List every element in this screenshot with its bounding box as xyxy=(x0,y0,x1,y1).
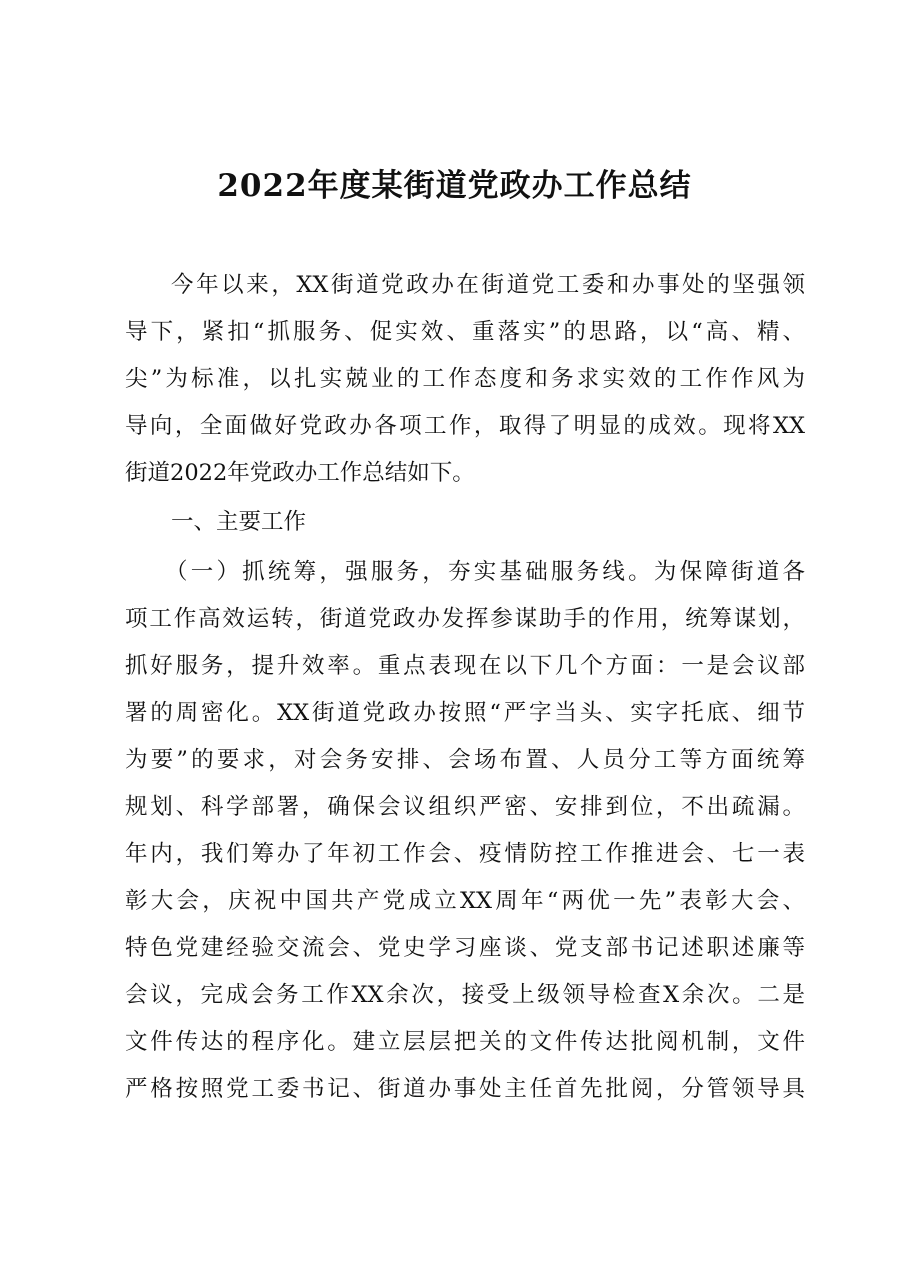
body-line-8: 彰大会，庆祝中国共产党成立XX周年“两优一先”表彰大会、 xyxy=(125,888,805,914)
intro-line-1: 今年以来，XX街道党政办在街道党工委和办事处的坚强领 xyxy=(171,272,805,298)
body-line-5: 为要”的要求，对会务安排、会场布置、人员分工等方面统筹 xyxy=(125,747,805,773)
body-line-10: 会议，完成会务工作XX余次，接受上级领导检查X余次。二是 xyxy=(125,982,805,1008)
body-line-6: 规划、科学部署，确保会议组织严密、安排到位，不出疏漏。 xyxy=(125,794,805,820)
intro-line-2: 导下，紧扣“抓服务、促实效、重落实”的思路，以“高、精、 xyxy=(125,319,805,345)
section-heading: 一、主要工作 xyxy=(171,509,307,535)
body-line-1: （一）抓统筹，强服务，夯实基础服务线。为保障街道各 xyxy=(165,559,805,585)
intro-line-5: 街道2022年党政办工作总结如下。 xyxy=(125,460,475,486)
body-line-9: 特色党建经验交流会、党史学习座谈、党支部书记述职述廉等 xyxy=(125,935,805,961)
body-line-3: 抓好服务，提升效率。重点表现在以下几个方面：一是会议部 xyxy=(125,653,805,679)
body-line-12: 严格按照党工委书记、街道办事处主任首先批阅，分管领导具 xyxy=(125,1076,805,1102)
body-line-4: 署的周密化。XX街道党政办按照“严字当头、实字托底、细节 xyxy=(125,700,805,726)
body-line-11: 文件传达的程序化。建立层层把关的文件传达批阅机制，文件 xyxy=(125,1029,805,1055)
intro-line-3: 尖”为标准，以扎实兢业的工作态度和务求实效的工作作风为 xyxy=(125,366,805,392)
body-line-7: 年内，我们筹办了年初工作会、疫情防控工作推进会、七一表 xyxy=(125,841,805,867)
document-title: 2022年度某街道党政办工作总结 xyxy=(217,168,692,204)
intro-line-4: 导向，全面做好党政办各项工作，取得了明显的成效。现将XX xyxy=(125,413,805,439)
body-line-2: 项工作高效运转，街道党政办发挥参谋助手的作用，统筹谋划， xyxy=(125,606,805,632)
